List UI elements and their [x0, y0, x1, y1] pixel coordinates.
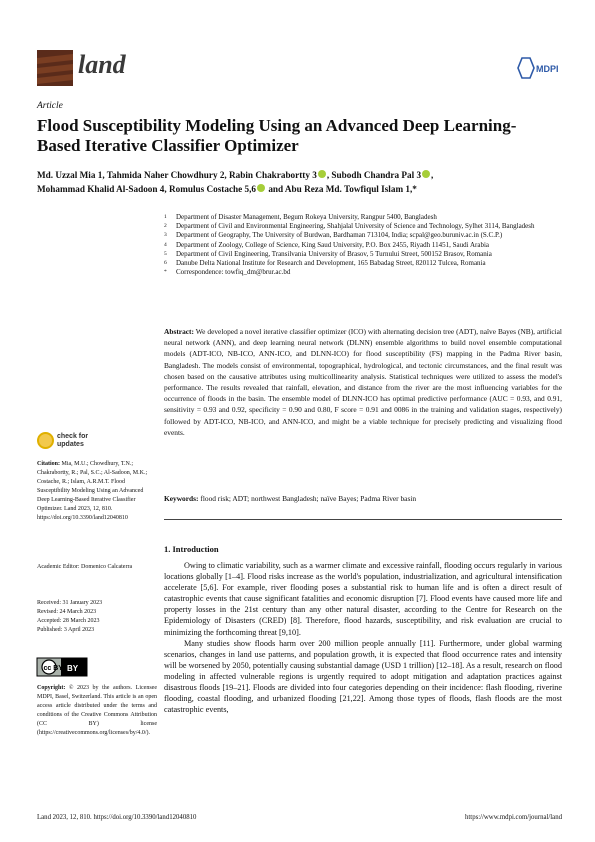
mdpi-logo [516, 56, 559, 80]
paragraph: Owing to climatic variability, such as a warmer climate and excessive rainfall, flooding occurs regularly in various locations globally [1–4]. Flood risks increase as the world's population, industrialization, and agricultural intensification accelerate [5,6]. For example, river flooding poses a substantial risk to human life and is often a direct result of catastrophic events that cause significant fatalities and economic disruption [7]. Flood events have caused more life and property losses in the 21st century than any other natural disaster, according to the Centre for Research on the Epidemiology of Disasters (CRED) [8]. Therefore, flood hazards, susceptibility, and risk evaluation are crucial to minimizing the forthcoming threat [9,10]. [164, 561, 562, 637]
citation-text: Mia, M.U.; Chowdhury, T.N.; Chakrabortty, R.; Pal, S.C.; Al-Sadoon, M.K.; Costache, R.; Islam, A.R.M.T. Flood Susceptibility Modeling Using an Advanced Deep Learning-Based Iterative Classifier Optimizer. Land 2023, 12, 810. https://doi.org/10.3390/land12040810 [37, 461, 148, 521]
citation-block [37, 460, 157, 523]
copyright-label: Copyright: [37, 685, 66, 691]
affiliation-item: 3 Department of Geography, The University of Burdwan, Bardhaman 713104, India; scpal@geo.buruniv.ac.in (S.C.P.) [164, 231, 503, 240]
footer-citation: Land 2023, 12, 810. https://doi.org/10.3390/land12040810 [37, 814, 197, 821]
affiliation-item: 1 Department of Disaster Management, Begum Rokeya University, Rangpur 5400, Bangladesh [164, 213, 437, 221]
paragraph: Many studies show floods harm over 200 million people annually [11]. Furthermore, under global warming scenarios, changes in land use patterns, and population growth, it is expected that flood occurrence rates and intensity will be worsened by 2050, potentially causing substantial damage (USD 1 trillion) [12–18]. As a result, research on flood modeling in affected vulnerable regions is urgently required to adopt mitigation and adaptation practices against disastrous floods [19–21]. Floods are divided into four categories depending on their incidence: flash flooding, riverine flooding, coastal flooding, and urbanized flooding [21,22]. Among those types of floods, flash floods are the most catastrophic events, [164, 638, 562, 715]
revised-date: Revised: 24 March 2023 [37, 609, 97, 615]
check-for-updates-button[interactable] [37, 432, 117, 454]
affiliation-item: 2 Department of Civil and Environmental Engineering, Shahjalal University of Science and Technology, Sylhet 3114, Bangladesh [164, 222, 535, 231]
orcid-icon[interactable] [318, 170, 326, 178]
affiliation-item: 6 Danube Delta National Institute for Research and Development, 165 Babadag Street, 820112 Tulcea, Romania [164, 259, 486, 268]
orcid-icon[interactable] [257, 184, 265, 192]
authors-line-2b: and Abu Reza Md. Towfiqul Islam 1,* [266, 184, 417, 194]
cc-by-icon[interactable] [37, 658, 87, 676]
published-date: Published: 3 April 2023 [37, 627, 95, 633]
authors-line-2: Mohammad Khalid Al-Sadoon 4, Romulus Costache 5,6 [37, 184, 257, 194]
authors-line-1: Md. Uzzal Mia 1, Tahmida Naher Chowdhury 2, Rabin Chakrabortty 3 [37, 170, 317, 180]
keywords-text: flood risk; ADT; northwest Bangladesh; naïve Bayes; Padma River basin [200, 494, 417, 503]
divider [164, 519, 562, 520]
journal-name: land [78, 50, 126, 79]
authors-line-1b: , Subodh Chandra Pal 3 [326, 170, 422, 180]
affiliation-item: 5 Department of Civil Engineering, Transilvania University of Brasov, 5 Turnului Street, 500152 Brasov, Romania [164, 249, 492, 258]
abstract-label: Abstract: [164, 327, 194, 336]
citation-label: Citation: [37, 461, 60, 467]
abstract-text: We developed a novel iterative classifier optimizer (ICO) with alternating decision tree (ADT), naïve Bayes (NB), artificial neural network (ANN), and deep learning neural network (DLNN) ensemble algorithms to build novel ensemble computational models (ADT-ICO, NB-ICO, ANN-ICO, and DLNN-ICO) for flood susceptibility (FS) mapping in the Padma River basin, Bangladesh. The models consist of environmental, topographical, hydrological, and tectonic circumstances, and the final result was chosen based on the causative attributes using multicollinearity analysis. Statistical techniques were utilized to assess the model's performance. The results revealed that rainfall, elevation, and distance from the river are the most influencing variables for the occurrence of floods in the basin. The ensemble model of DLNN-ICO has optimal predictive performance (AUC = 0.93, and 0.91, sensitivity = 0.93 and 0.92, specificity = 0.90 and 0.80, F score = 0.91 and 0086 in the training and validation stages, respectively) followed by ADT-ICO, NB-ICO, and ANN-ICO, and might be a viable technique for precisely predicting and visualizing flood events. [164, 327, 562, 437]
footer-url[interactable]: https://www.mdpi.com/journal/land [465, 814, 562, 821]
affiliation-item: 4 Department of Zoology, College of Science, King Saud University, P.O. Box 2455, Riyadh 11451, Saudi Arabia [164, 240, 490, 249]
check-line-1: check for [57, 433, 89, 440]
copyright-block [37, 684, 157, 738]
svg-text:cc BY: cc BY [43, 665, 63, 672]
check-updates-icon [37, 432, 54, 449]
svg-text:MDPI: MDPI [536, 64, 559, 74]
section-heading: 1. Introduction [164, 544, 219, 554]
orcid-icon[interactable] [422, 170, 430, 178]
keywords [164, 493, 562, 504]
dates-block [37, 599, 157, 635]
copyright-text: © 2023 by the authors. Licensee MDPI, Basel, Switzerland. This article is an open access article distributed under the terms and conditions of the Creative Commons Attribution (CC BY) license (https://creativecommons.org/licenses/by/4.0/). [37, 685, 157, 736]
introduction-body [164, 560, 562, 715]
keywords-label: Keywords: [164, 494, 199, 503]
author-list: Md. Uzzal Mia 1, Tahmida Naher Chowdhury 2, Rabin Chakrabortty 3 , Subodh Chandra Pal 3 , Mohammad Khalid Al-Sadoon 4, Romulus Costache 5,6 and Abu Reza Md. Towfiqul Islam 1,* [37, 170, 434, 194]
received-date: Received: 31 January 2023 [37, 600, 103, 606]
page-footer [37, 814, 562, 821]
academic-editor: Academic Editor: Domenico Calcaterra [37, 564, 133, 570]
correspondence: * Correspondence: towfiq_dm@brur.ac.bd [164, 268, 291, 277]
accepted-date: Accepted: 28 March 2023 [37, 618, 100, 624]
paper-title: Flood Susceptibility Modeling Using an Advanced Deep Learning-Based Iterative Classifier Optimizer [37, 116, 517, 155]
article-type: Article [37, 101, 63, 111]
check-line-2: updates [57, 441, 84, 448]
affiliations [164, 213, 564, 277]
svg-text:BY: BY [67, 664, 79, 673]
abstract [164, 326, 562, 438]
journal-logo [37, 50, 73, 86]
